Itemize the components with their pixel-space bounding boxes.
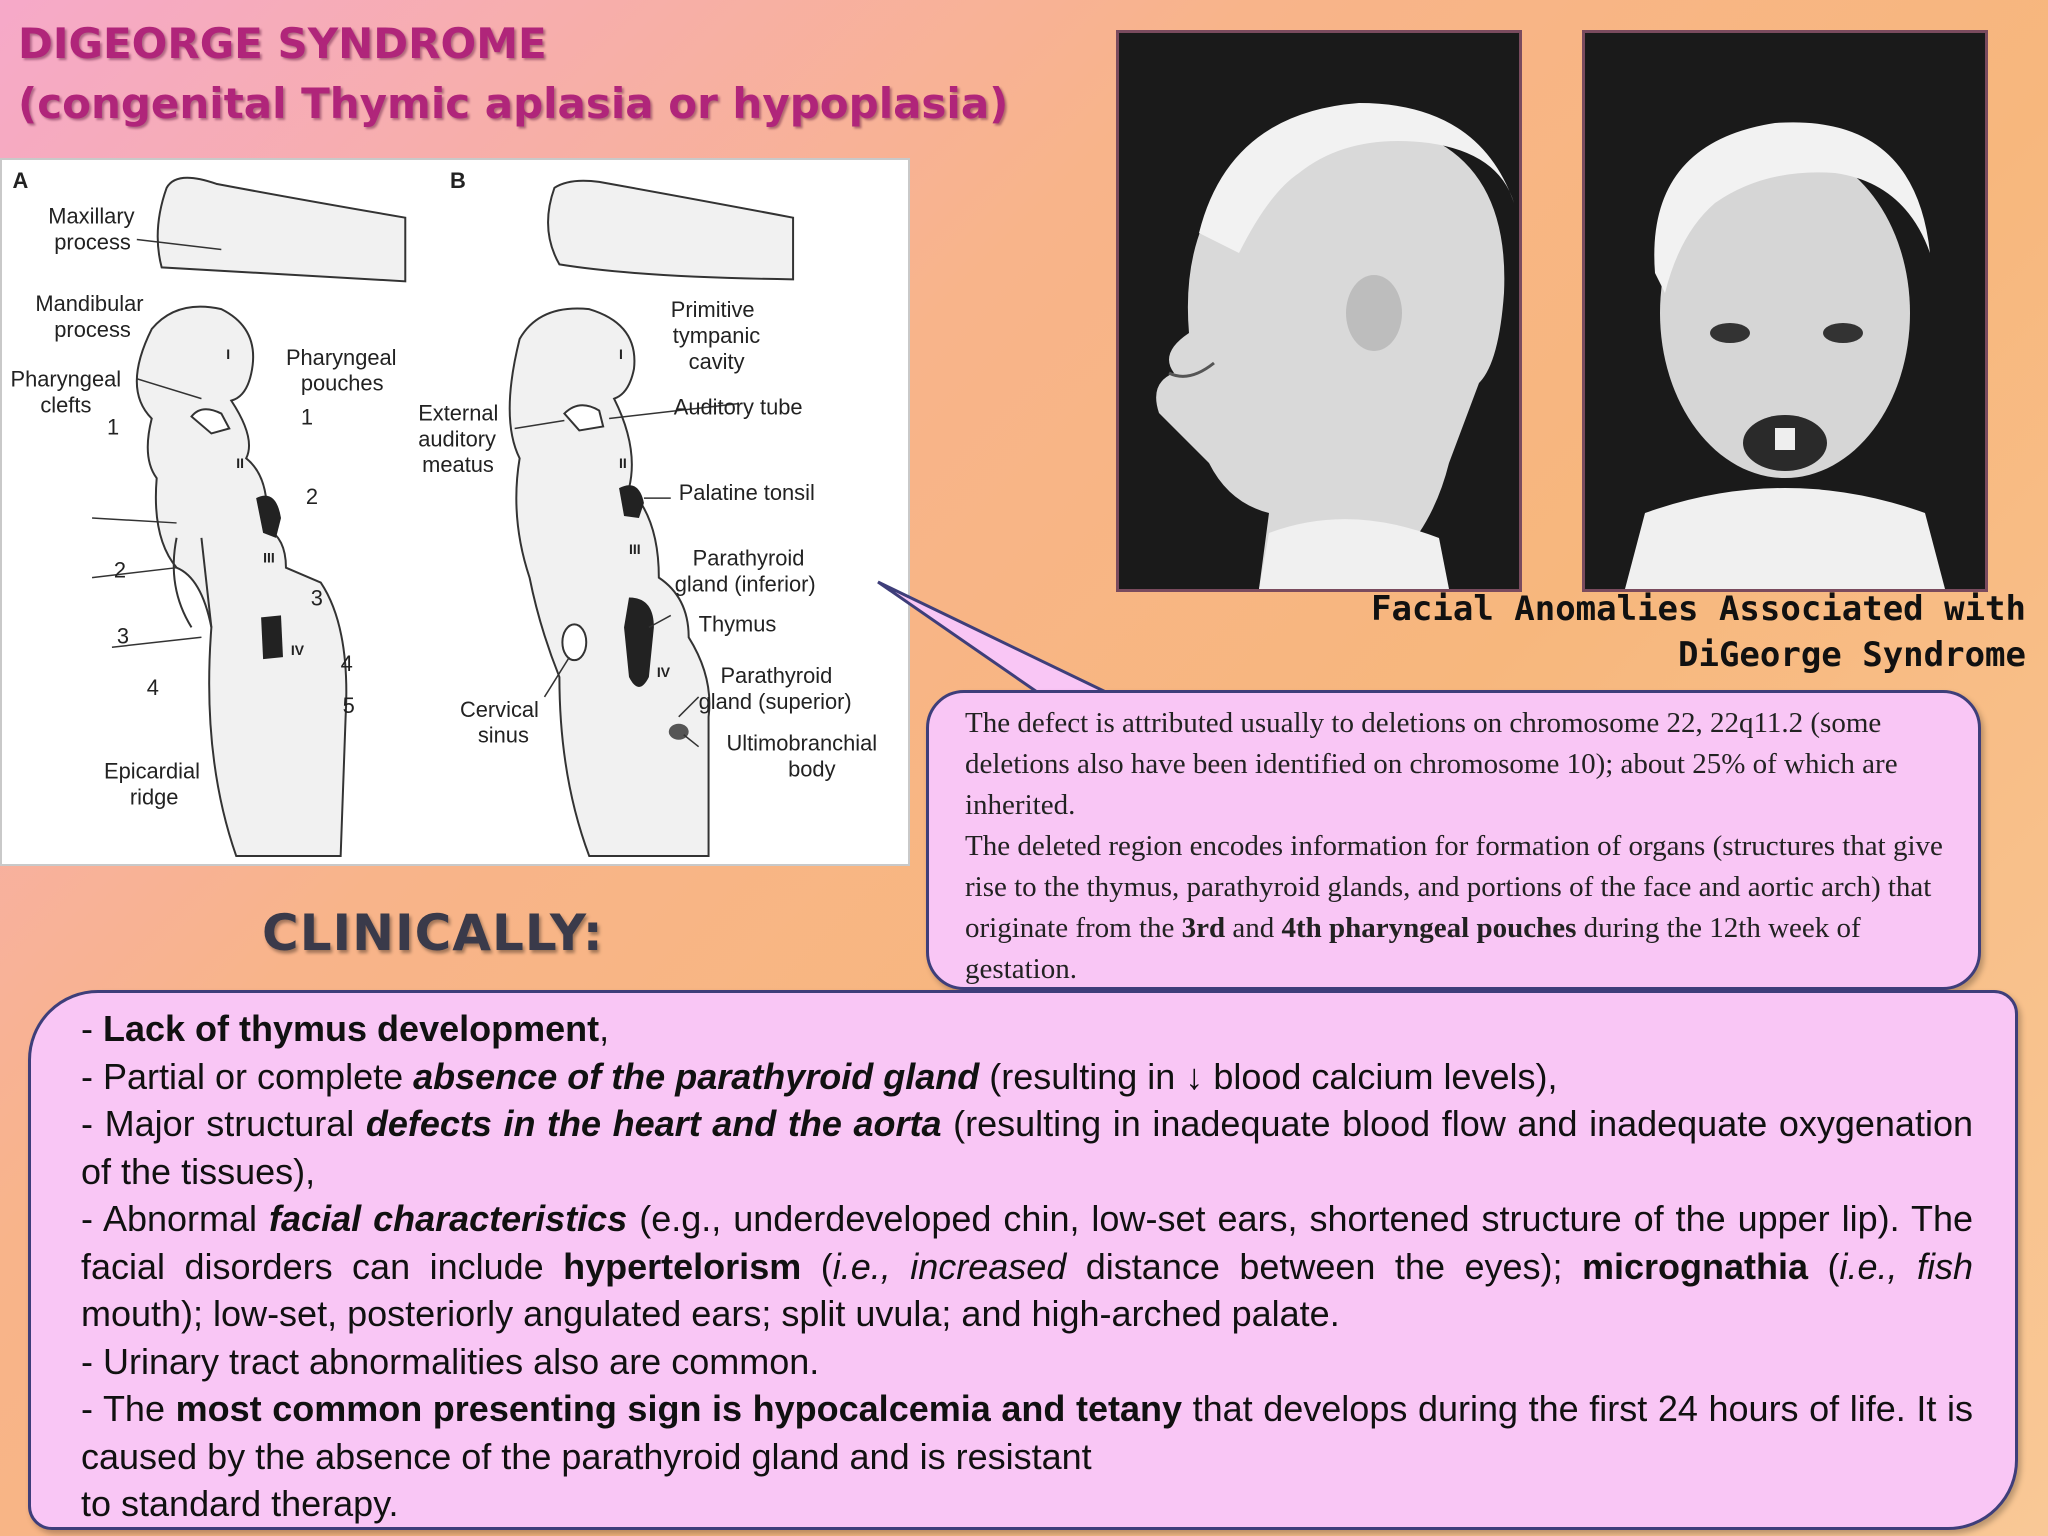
callout-p2-bold-pouches: 4th pharyngeal pouches: [1281, 912, 1577, 944]
item3-end: (resulting in inadequate blood flow and inadequate oxygenation of the tissues),: [81, 1103, 1973, 1192]
item4-text-4: (: [1808, 1245, 1840, 1287]
label-ultimobranchial-2: body: [788, 756, 836, 782]
label-mandibular-1: Mandibular: [35, 291, 144, 317]
label-palatine-tonsil: Palatine tonsil: [678, 480, 815, 506]
callout-p2-bold-3rd: 3rd: [1181, 912, 1226, 944]
label-parathyroid-superior-1: Parathyroid: [720, 663, 833, 689]
b-arch-i: I: [619, 345, 623, 362]
a-num-2-pouch: 2: [305, 484, 319, 510]
label-cervical-sinus-1: Cervical: [459, 696, 539, 722]
clinical-item-6: [81, 1385, 1973, 1528]
label-external-1: External: [418, 400, 499, 426]
b-arch-iii: III: [629, 540, 641, 557]
label-pharyngeal-pouches-1: Pharyngeal: [285, 344, 397, 370]
slide-title: [18, 14, 1008, 134]
callout-paragraph-2: [965, 826, 1952, 990]
label-maxillary-1: Maxillary: [48, 203, 135, 229]
item4-text-1: (e.g., underdeveloped chin, low-set ears, shortened structure of the upper lip). The facial disorders can include: [81, 1198, 1973, 1287]
label-epicardial-1: Epicardial: [103, 758, 200, 784]
item3-emphasis: defects in the heart and the aorta: [365, 1103, 942, 1144]
a-arch-ii: II: [236, 455, 244, 472]
title-line-2: (congenital Thymic aplasia or hypoplasia): [18, 79, 1009, 128]
label-auditory-tube: Auditory tube: [673, 394, 803, 420]
frontal-portrait-image: [1585, 33, 1985, 589]
item4-text-3: distance between the eyes);: [1066, 1245, 1582, 1287]
item4-start: - Abnormal: [81, 1198, 270, 1239]
label-parathyroid-inferior-2: gland (inferior): [674, 571, 816, 597]
label-pharyngeal-clefts-1: Pharyngeal: [10, 366, 122, 392]
photo-profile-view: [1116, 30, 1522, 592]
clinical-features-box: [28, 990, 2018, 1530]
genetics-callout: [926, 690, 1981, 990]
a-num-1-left: 1: [106, 414, 120, 440]
label-thymus: Thymus: [698, 611, 777, 637]
a-num-3-pouch: 3: [310, 585, 323, 611]
item6-start: - The: [81, 1388, 176, 1429]
label-primitive-3: cavity: [688, 348, 745, 374]
clinical-item-1: [81, 1005, 1973, 1053]
a-num-2-left: 2: [113, 557, 127, 583]
profile-portrait-image: [1119, 33, 1519, 589]
a-num-5-pouch: 5: [342, 692, 355, 718]
panel-b-label: B: [450, 167, 466, 193]
item2-end: (resulting in ↓ blood calcium levels),: [979, 1055, 1558, 1097]
a-arch-iv: IV: [290, 642, 305, 659]
item4-micrognathia: micrognathia: [1581, 1245, 1808, 1287]
photo-frontal-view: [1582, 30, 1988, 592]
item4-text-2: (: [801, 1245, 833, 1287]
caption-line-2: DiGeorge Syndrome: [1678, 635, 2026, 675]
panel-a-label: A: [12, 167, 29, 193]
b-arch-iv: IV: [656, 664, 670, 681]
a-arch-iii: III: [263, 549, 275, 566]
label-maxillary-2: process: [54, 229, 131, 255]
item4-end: mouth); low-set, posteriorly angulated ears; split uvula; and high-arched palate.: [81, 1293, 1340, 1334]
item4-hypertelorism: hypertelorism: [563, 1245, 802, 1287]
clinical-item-4: [81, 1195, 1973, 1338]
label-mandibular-2: process: [54, 316, 131, 342]
label-primitive-1: Primitive: [670, 297, 755, 323]
label-parathyroid-inferior-1: Parathyroid: [692, 545, 805, 571]
label-pharyngeal-clefts-2: clefts: [40, 392, 92, 418]
clinically-heading: CLINICALLY:: [262, 904, 604, 962]
a-num-4-left: 4: [146, 674, 159, 700]
title-line-1: DIGEORGE SYNDROME: [18, 19, 547, 68]
label-cervical-sinus-2: sinus: [477, 722, 529, 748]
a-num-4-pouch: 4: [340, 651, 353, 677]
item4-emphasis: facial characteristics: [269, 1198, 628, 1239]
label-external-2: auditory: [418, 426, 496, 452]
callout-p2-text: The deleted region encodes information for formation of organs (structures that give rise to the thymus, parathyroid glands, and portions of the face and aortic arch) that originate from the: [965, 830, 1943, 944]
clinical-item-5: - Urinary tract abnormalities also are common.: [81, 1340, 820, 1382]
item1-end: ,: [599, 1008, 610, 1049]
pharyngeal-pouch-diagram: [0, 158, 910, 866]
label-ultimobranchial-1: Ultimobranchial: [726, 730, 878, 756]
item6-end: to standard therapy.: [81, 1483, 399, 1524]
caption-line-1: Facial Anomalies Associated with: [1370, 589, 2026, 629]
label-parathyroid-superior-2: gland (superior): [698, 688, 852, 714]
clinical-item-2: [81, 1053, 1973, 1101]
callout-p2-end: during the 12th week of gestation.: [965, 912, 1861, 985]
label-epicardial-2: ridge: [129, 784, 179, 810]
diagram-svg: [2, 160, 908, 864]
item6-text: that develops during the first 24 hours of life. It is caused by the absence of the parathyroid gland and is resistant: [81, 1388, 1973, 1477]
label-primitive-2: tympanic: [672, 322, 761, 348]
callout-paragraph-1: The defect is attributed usually to deletions on chromosome 22, 22q11.2 (some deletions also have been identified on chromosome 10); about 25% of which are inherited.: [965, 707, 1898, 821]
item3-start: - Major structural: [81, 1103, 366, 1144]
item4-italic-2: i.e., fish: [1839, 1245, 1973, 1287]
callout-p2-and: and: [1225, 912, 1282, 944]
photo-caption: [1371, 586, 2026, 678]
a-arch-i: I: [226, 345, 231, 362]
item1-prefix: -: [81, 1008, 103, 1049]
clinical-item-3: [81, 1100, 1973, 1195]
item2-start: - Partial or complete: [81, 1055, 414, 1097]
item4-italic-1: i.e., increased: [832, 1245, 1067, 1287]
label-external-3: meatus: [422, 452, 494, 478]
label-pharyngeal-pouches-2: pouches: [300, 370, 384, 396]
a-num-3-left: 3: [116, 623, 130, 649]
item1-bold: Lack of thymus development: [103, 1008, 600, 1049]
b-arch-ii: II: [619, 455, 627, 472]
item6-bold: most common presenting sign is hypocalcemia and tetany: [175, 1388, 1182, 1429]
a-num-1-pouch: 1: [300, 404, 314, 430]
item2-emphasis: absence of the parathyroid gland: [413, 1055, 980, 1097]
